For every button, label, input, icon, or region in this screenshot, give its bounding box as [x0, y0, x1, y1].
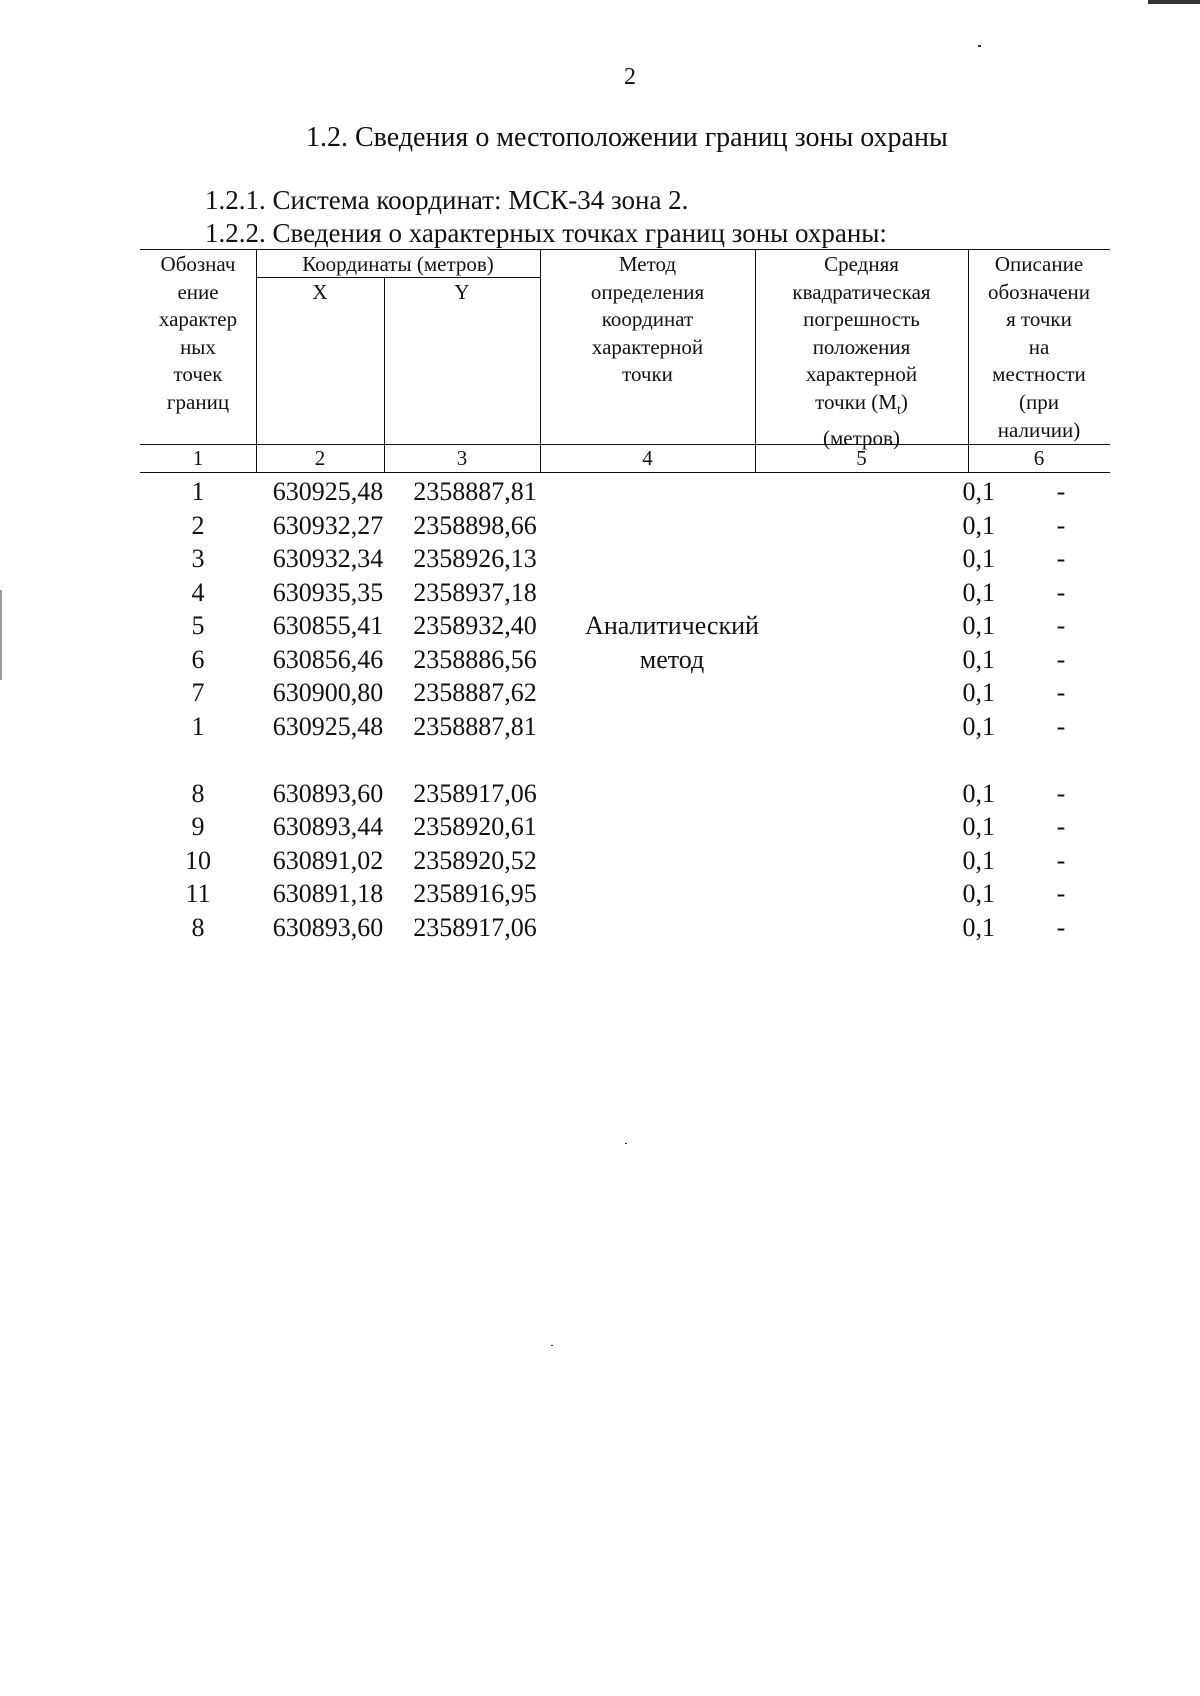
table-row [140, 576, 1110, 610]
point-number: 2 [191, 510, 205, 540]
point-description: - [1056, 812, 1066, 841]
x-coordinate: 630900,80 [272, 678, 384, 707]
mean-square-error: 0,1 [962, 678, 995, 707]
mean-square-error: 0,1 [962, 544, 995, 573]
header-mean-square-error: Средняя квадратическая погрешность положения характерной точки $(M_t)$ (метров) [792, 252, 931, 450]
y-coordinate: 2358917,06 [413, 912, 537, 942]
coordinate-system-line: 1.2.1. Система координат: МСК-34 зона 2. [205, 185, 689, 215]
scan-artifact-top-right [1148, 0, 1200, 4]
point-description: - [1056, 611, 1066, 640]
mean-square-error: 0,1 [962, 845, 995, 875]
y-coordinate: 2358887,81 [413, 711, 537, 741]
x-coordinate: 630925,48 [272, 477, 384, 506]
point-number: 11 [185, 879, 211, 908]
point-description: - [1056, 644, 1066, 674]
point-description: - [1056, 912, 1066, 942]
column-number-6: 6 [1033, 446, 1045, 470]
column-number-4: 4 [642, 446, 653, 470]
x-coordinate: 630855,41 [272, 611, 384, 640]
y-coordinate: 2358920,52 [413, 845, 537, 875]
point-description: - [1056, 477, 1066, 506]
x-coordinate: 630893,60 [272, 912, 384, 942]
x-coordinate: 630891,02 [272, 845, 384, 875]
mean-square-error: 0,1 [962, 611, 995, 640]
x-coordinate: 630935,35 [272, 577, 384, 607]
mean-square-error: 0,1 [962, 912, 995, 942]
column-number-1: 1 [192, 446, 204, 470]
point-number: 10 [185, 845, 211, 875]
table-row [140, 475, 1110, 509]
table-top-rule [140, 249, 1110, 250]
table-row [140, 542, 1110, 576]
point-number: 7 [191, 678, 205, 707]
mean-square-error: 0,1 [962, 879, 995, 908]
table-row [140, 777, 1110, 811]
x-coordinate: 630856,46 [272, 644, 384, 674]
point-number: 1 [191, 711, 205, 741]
mean-square-error: 0,1 [962, 778, 995, 808]
x-coordinate: 630932,27 [272, 510, 384, 540]
y-coordinate: 2358887,62 [413, 678, 537, 707]
method-value: Аналитический метод [585, 611, 759, 674]
page-number: 2 [624, 64, 636, 90]
mean-square-error: 0,1 [962, 644, 995, 674]
x-coordinate: 630932,34 [272, 544, 384, 573]
y-coordinate: 2358926,13 [413, 544, 537, 573]
y-coordinate: 2358937,18 [413, 577, 537, 607]
section-title: 1.2. Сведения о местоположении границ зоны охраны [306, 122, 948, 153]
scan-speck [978, 45, 981, 47]
column-number-5: 5 [856, 446, 867, 470]
mean-square-error: 0,1 [962, 711, 995, 741]
table-row [140, 710, 1110, 744]
points-caption: 1.2.2. Сведения о характерных точках границ зоны охраны: [205, 218, 887, 248]
mean-square-error: 0,1 [962, 477, 995, 506]
header-designation: Обознач ение характер ных точек границ [158, 252, 238, 414]
scan-speck [551, 1345, 553, 1346]
x-coordinate: 630891,18 [272, 879, 384, 908]
scan-speck [0, 590, 2, 680]
column-number-2: 2 [314, 446, 326, 470]
x-coordinate: 630893,44 [272, 812, 384, 841]
table-row [140, 911, 1110, 945]
table-row [140, 676, 1110, 710]
point-number: 6 [191, 644, 205, 674]
y-coordinate: 2358898,66 [413, 510, 537, 540]
column-numbers-bottom-rule [140, 472, 1110, 473]
point-description: - [1056, 845, 1066, 875]
point-description: - [1056, 778, 1066, 808]
point-number: 4 [191, 577, 205, 607]
point-number: 8 [191, 912, 205, 942]
scan-speck [625, 1143, 627, 1144]
header-coordinates-group: Координаты (метров) [302, 252, 494, 276]
point-number: 8 [191, 778, 205, 808]
y-coordinate: 2358917,06 [413, 778, 537, 808]
mean-square-error: 0,1 [962, 812, 995, 841]
header-y: Y [454, 280, 470, 304]
point-number: 5 [191, 611, 205, 640]
table-row [140, 509, 1110, 543]
table-row [140, 877, 1110, 911]
table-row [140, 844, 1110, 878]
point-description: - [1056, 577, 1066, 607]
y-coordinate: 2358932,40 [413, 611, 537, 640]
y-coordinate: 2358920,61 [413, 812, 537, 841]
point-description: - [1056, 544, 1066, 573]
mean-square-error: 0,1 [962, 510, 995, 540]
column-number-3: 3 [456, 446, 468, 470]
point-number: 9 [191, 812, 205, 841]
mean-square-error: 0,1 [962, 577, 995, 607]
point-description: - [1056, 678, 1066, 707]
point-number: 3 [191, 544, 205, 573]
y-coordinate: 2358916,95 [413, 879, 537, 908]
y-coordinate: 2358886,56 [413, 644, 537, 674]
point-description: - [1056, 510, 1066, 540]
x-coordinate: 630893,60 [272, 778, 384, 808]
point-description: - [1056, 879, 1066, 908]
point-number: 1 [191, 477, 205, 506]
point-description: - [1056, 711, 1066, 741]
header-method: Метод определения координат характерной точки [590, 252, 705, 387]
table-row [140, 810, 1110, 844]
header-description: Описание обозначени я точки на местности (при наличии) [987, 252, 1091, 442]
y-coordinate: 2358887,81 [413, 477, 537, 506]
x-coordinate: 630925,48 [272, 711, 384, 741]
header-x: X [312, 280, 328, 304]
